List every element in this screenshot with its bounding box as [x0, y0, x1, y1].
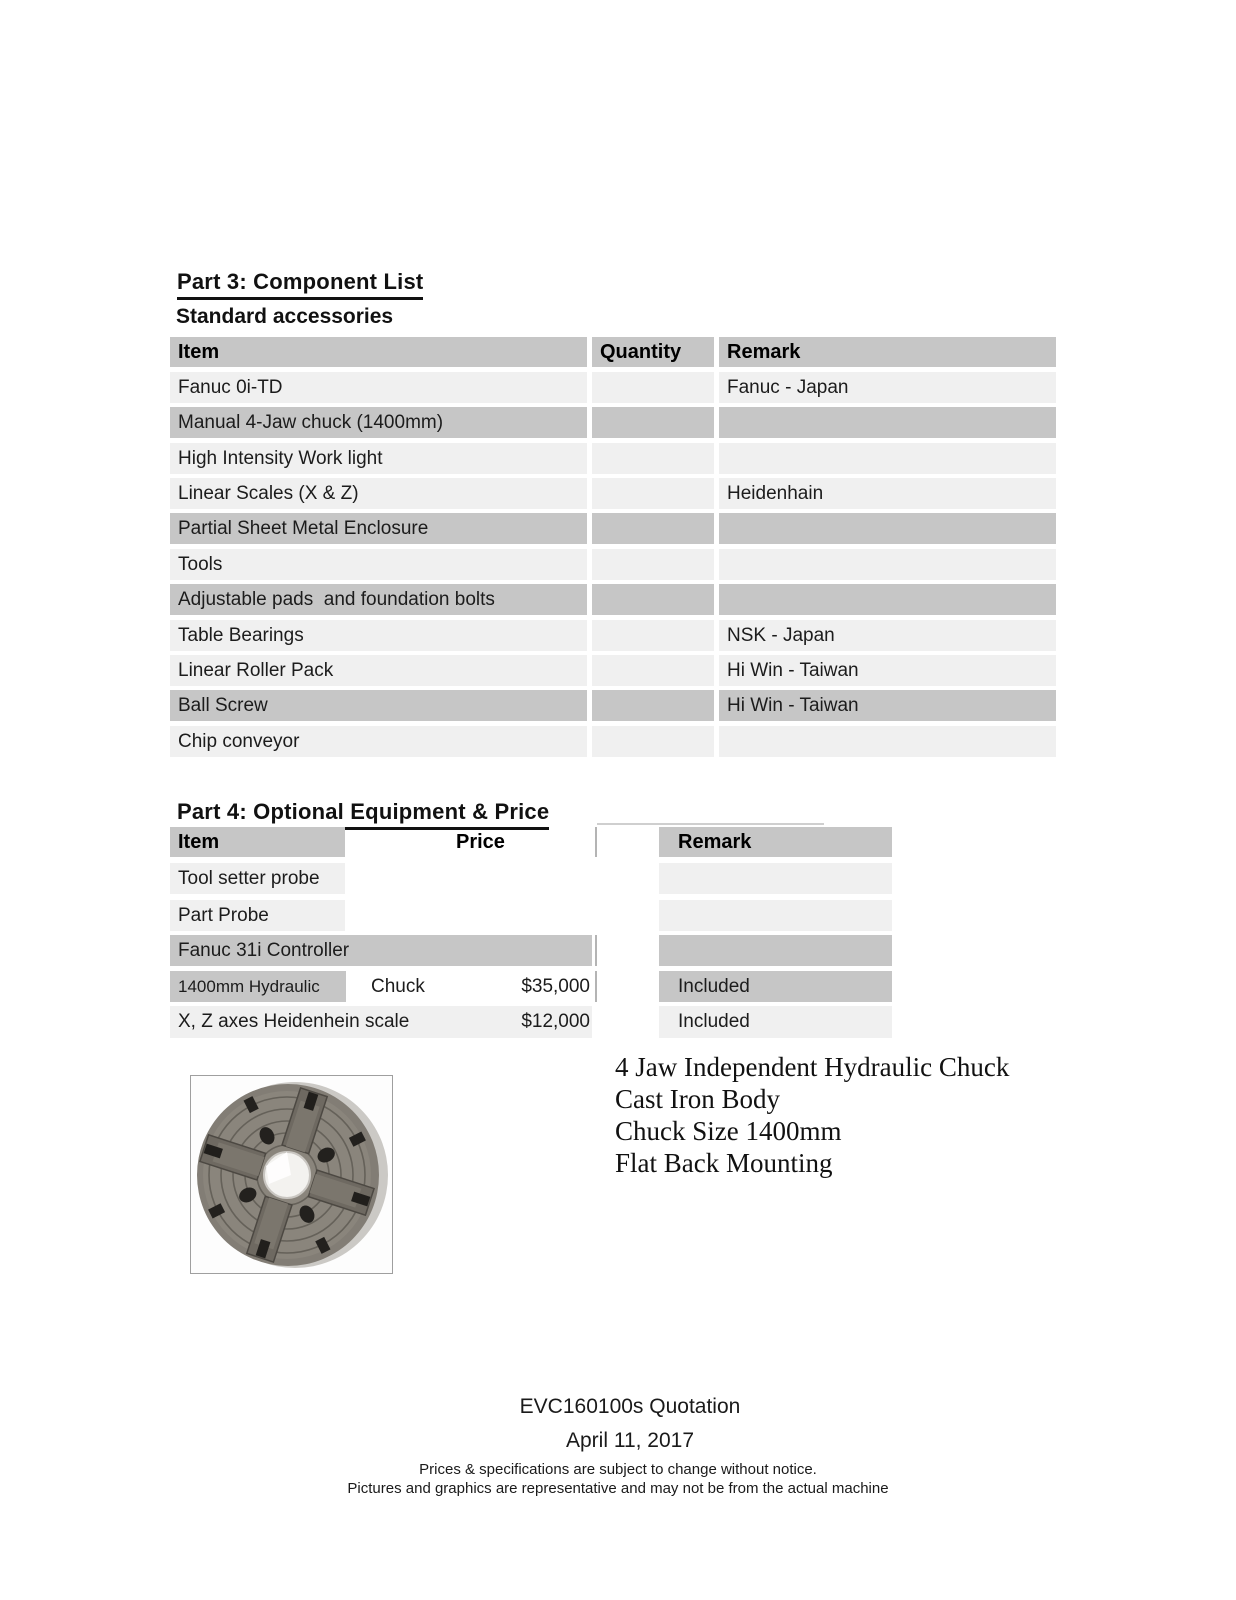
- footer-note-1: Prices & specifications are subject to change without notice.: [419, 1461, 817, 1478]
- quantity-cell: [592, 513, 714, 544]
- table-row: [0, 690, 1236, 721]
- four-jaw-chuck-photo: [190, 1075, 393, 1274]
- table-row: [0, 935, 1236, 966]
- remark-cell: Included: [659, 971, 892, 1002]
- remark-cell: [719, 584, 1056, 615]
- table-row: [0, 655, 1236, 686]
- quantity-cell: [592, 443, 714, 474]
- table-row: [0, 726, 1236, 757]
- item-cell: Adjustable pads and foundation bolts: [170, 584, 587, 615]
- part4-title: Part 4: Optional Equipment & Price: [177, 799, 549, 830]
- price-cell: [440, 935, 590, 966]
- table-row: [0, 620, 1236, 651]
- remark-cell: Hi Win - Taiwan: [719, 690, 1056, 721]
- column-divider-line: [595, 971, 597, 1002]
- chuck-illustration: [191, 1076, 392, 1273]
- footer-date: April 11, 2017: [565, 1429, 695, 1452]
- chuck-description-line: Cast Iron Body: [615, 1084, 780, 1114]
- price-cell: [440, 863, 590, 894]
- part3-header-remark: Remark: [719, 337, 1056, 367]
- quantity-cell: [592, 726, 714, 757]
- item-cell-suffix: Chuck: [371, 976, 425, 997]
- column-divider-line: [595, 935, 597, 966]
- table-row: [0, 549, 1236, 580]
- remark-cell: Included: [659, 1006, 892, 1038]
- table-row: [0, 971, 1236, 1002]
- remark-cell: Heidenhain: [719, 478, 1056, 509]
- quantity-cell: [592, 478, 714, 509]
- part4-header-row: [0, 827, 1236, 857]
- part4-header-item: Item: [170, 827, 345, 857]
- item-cell: X, Z axes Heidenhein scale: [170, 1006, 592, 1038]
- column-divider-line: [595, 827, 597, 857]
- item-cell: Tool setter probe: [170, 863, 345, 894]
- item-cell: Chip conveyor: [170, 726, 587, 757]
- remark-cell: [719, 443, 1056, 474]
- quantity-cell: [592, 620, 714, 651]
- remark-cell: NSK - Japan: [719, 620, 1056, 651]
- item-cell: Table Bearings: [170, 620, 587, 651]
- table-row: [0, 478, 1236, 509]
- part3-header-quantity: Quantity: [592, 337, 714, 367]
- item-cell: Fanuc 31i Controller: [170, 935, 592, 966]
- part3-header-item: Item: [170, 337, 587, 367]
- price-cell: $12,000: [521, 1011, 590, 1032]
- chuck-description-line: 4 Jaw Independent Hydraulic Chuck: [615, 1052, 1010, 1082]
- chuck-description-line: Chuck Size 1400mm: [615, 1116, 842, 1146]
- item-cell: Fanuc 0i-TD: [170, 372, 587, 403]
- price-column-top-rule: [597, 823, 824, 825]
- chuck-description-line: Flat Back Mounting: [615, 1148, 833, 1178]
- quantity-cell: [592, 407, 714, 438]
- remark-cell: [719, 513, 1056, 544]
- quantity-cell: [592, 584, 714, 615]
- table-row: [0, 372, 1236, 403]
- chuck-description: [615, 1051, 1009, 1179]
- remark-cell: [659, 935, 892, 966]
- item-cell: Linear Scales (X & Z): [170, 478, 587, 509]
- remark-cell: [659, 900, 892, 931]
- quantity-cell: [592, 655, 714, 686]
- price-cell: [440, 900, 590, 931]
- quantity-cell: [592, 690, 714, 721]
- item-cell: 1400mm Hydraulic: [170, 971, 346, 1002]
- quantity-cell: [592, 372, 714, 403]
- quantity-cell: [592, 549, 714, 580]
- table-row: [0, 443, 1236, 474]
- table-row: [0, 513, 1236, 544]
- footer-doc-title: EVC160100s Quotation: [519, 1395, 741, 1418]
- remark-cell: [719, 549, 1056, 580]
- remark-cell: Hi Win - Taiwan: [719, 655, 1056, 686]
- price-cell: $35,000: [521, 976, 590, 997]
- part3-title: Part 3: Component List: [177, 269, 423, 300]
- item-cell: High Intensity Work light: [170, 443, 587, 474]
- footer-note-2: Pictures and graphics are representative and may not be from the actual machine: [347, 1480, 889, 1497]
- remark-cell: Fanuc - Japan: [719, 372, 1056, 403]
- remark-cell: [719, 407, 1056, 438]
- table-row: [0, 900, 1236, 931]
- item-cell: Ball Screw: [170, 690, 587, 721]
- item-cell: Manual 4-Jaw chuck (1400mm): [170, 407, 587, 438]
- item-cell: Tools: [170, 549, 587, 580]
- part3-header-row: [0, 337, 1236, 367]
- table-row: [0, 1006, 1236, 1038]
- item-cell: Linear Roller Pack: [170, 655, 587, 686]
- table-row: [0, 863, 1236, 894]
- remark-cell: [719, 726, 1056, 757]
- item-cell: Part Probe: [170, 900, 345, 931]
- table-row: [0, 407, 1236, 438]
- part4-header-price: Price: [456, 831, 505, 853]
- table-row: [0, 584, 1236, 615]
- item-cell: Partial Sheet Metal Enclosure: [170, 513, 587, 544]
- part4-header-remark: Remark: [659, 827, 892, 857]
- remark-cell: [659, 863, 892, 894]
- part3-subtitle: Standard accessories: [176, 305, 394, 328]
